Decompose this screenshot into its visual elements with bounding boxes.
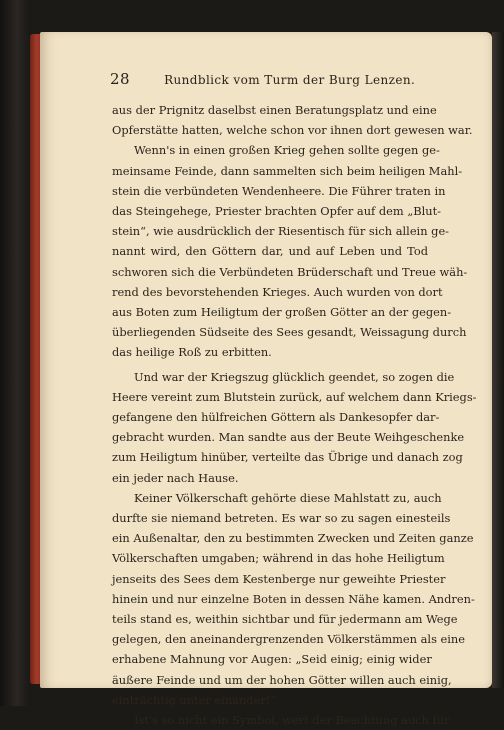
paragraph bbox=[112, 140, 468, 362]
text-line: ein Außenaltar, den zu bestimmten Zwecken und Zeiten ganze bbox=[112, 531, 474, 546]
text-line: hinein und nur einzelne Boten in dessen Nähe kamen. Andren- bbox=[112, 591, 475, 606]
text-line: rend des bevorstehenden Krieges. Auch wurden von dort bbox=[112, 284, 443, 299]
text-line: einträchtig unter einander!“ bbox=[112, 692, 277, 707]
text-line: erhabene Mahnung vor Augen: „Seid einig; einig wider bbox=[112, 652, 432, 667]
text-line: Völkerschaften umgaben; während in das hohe Heiligtum bbox=[112, 551, 445, 566]
text-line: Und war der Kriegszug glücklich geendet, so zogen die bbox=[134, 369, 455, 384]
text-line: aus der Prignitz daselbst einen Beratungsplatz und eine bbox=[112, 103, 437, 117]
text-line: stein die verbündeten Wendenheere. Die Führer traten in bbox=[112, 183, 446, 198]
body-text bbox=[112, 100, 477, 730]
text-line: das Steingehege, Priester brachten Opfer auf dem „Blut- bbox=[112, 204, 442, 219]
text-line: Heere vereint zum Blutstein zurück, auf welchem dann Kriegs- bbox=[112, 389, 477, 404]
book-binding bbox=[0, 0, 30, 706]
page-header bbox=[110, 70, 430, 90]
text-line: überliegenden Südseite des Sees gesandt, Weissagung durch bbox=[112, 325, 467, 340]
text-line: teils stand es, weithin sichtbar und für jedermann am Wege bbox=[112, 612, 458, 627]
text-line: gefangene den hülfreichen Göttern als Dankesopfer dar- bbox=[112, 410, 440, 425]
text-line: jenseits des Sees dem Kestenberge nur geweihte Priester bbox=[112, 571, 446, 586]
text-line: aus Boten zum Heiligtum der großen Götter an der gegen- bbox=[112, 305, 452, 320]
text-line: ein jeder nach Hause. bbox=[112, 470, 239, 485]
text-line: Wenn's in einen großen Krieg gehen sollte gegen ge- bbox=[134, 143, 440, 158]
text-line: nannt wird, den Göttern dar, und auf Leben und Tod bbox=[112, 244, 428, 259]
paragraph bbox=[112, 710, 450, 730]
page-gutter-right bbox=[492, 32, 504, 688]
text-line: stein“, wie ausdrücklich der Riesentisch für sich allein ge- bbox=[112, 224, 450, 239]
text-line: zum Heiligtum hinüber, verteilte das Übrige und danach zog bbox=[112, 450, 463, 465]
text-line: gebracht wurden. Man sandte aus der Beute Weihgeschenke bbox=[112, 430, 465, 445]
page-number: 28 bbox=[110, 70, 131, 88]
paragraph bbox=[112, 367, 477, 488]
running-head: Rundblick vom Turm der Burg Lenzen. bbox=[164, 73, 416, 87]
text-line: Ist's so nicht ein Symbol, wert der Beachtung auch für bbox=[134, 713, 450, 728]
text-line: durfte sie niemand betreten. Es war so zu sagen einesteils bbox=[112, 511, 451, 526]
paragraph bbox=[112, 100, 473, 140]
text-line: das heilige Roß zu erbitten. bbox=[112, 345, 272, 360]
text-line: meinsame Feinde, dann sammelten sich beim heiligen Mahl- bbox=[112, 163, 463, 178]
paragraph bbox=[112, 488, 475, 710]
text-line: schworen sich die Verbündeten Brüderschaft und Treue wäh- bbox=[112, 264, 468, 279]
text-line: Opferstätte hatten, welche schon vor ihnen dort gewesen war. bbox=[112, 123, 473, 138]
text-line: äußere Feinde und um der hohen Götter willen auch einig, bbox=[112, 672, 452, 687]
text-line: Keiner Völkerschaft gehörte diese Mahlstatt zu, auch bbox=[134, 490, 442, 505]
text-line: gelegen, den aneinandergrenzenden Völkerstämmen als eine bbox=[112, 632, 465, 647]
